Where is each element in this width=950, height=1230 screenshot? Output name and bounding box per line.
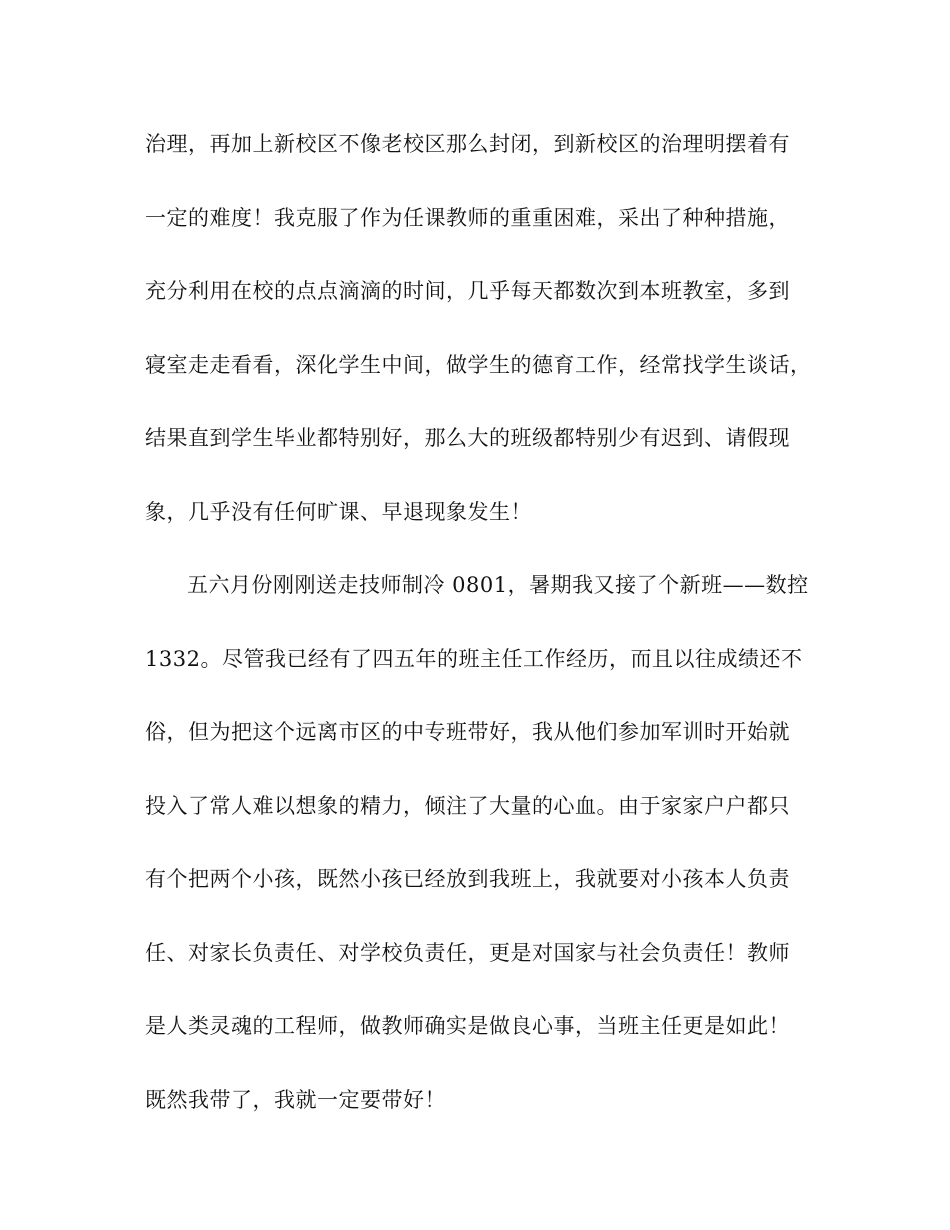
- text-line: 治理，再加上新校区不像老校区那么封闭，到新校区的治理明摆着有: [145, 132, 790, 156]
- text-line: 象，几乎没有任何旷课、早退现象发生！: [145, 499, 532, 524]
- body-text: [145, 118, 810, 1147]
- text-line: 1332。尽管我已经有了四五年的班主任工作经历，而且以往成绩还不: [145, 646, 803, 671]
- text-line: 投入了常人难以想象的精力，倾注了大量的心血。由于家家户户都只: [145, 793, 790, 818]
- text-line: 有个把两个小孩，既然小孩已经放到我班上，我就要对小孩本人负责: [145, 867, 790, 891]
- text-line: 结果直到学生毕业都特别好，那么大的班级都特别少有迟到、请假现: [145, 426, 790, 450]
- text-line: 俗，但为把这个远离市区的中专班带好，我从他们参加军训时开始就: [145, 720, 790, 744]
- text-line: 一定的难度！我克服了作为任课教师的重重困难，采出了种种措施，: [145, 205, 790, 230]
- text-line: 是人类灵魂的工程师，做教师确实是做良心事，当班主任更是如此！: [145, 1014, 790, 1038]
- paragraph-start-line: 五六月份刚刚送走技师制冷 0801，暑期我又接了个新班——数控: [187, 573, 809, 597]
- text-line: 充分利用在校的点点滴滴的时间，几乎每天都数次到本班教室，多到: [145, 279, 790, 303]
- text-line: 任、对家长负责任、对学校负责任，更是对国家与社会负责任！教师: [145, 940, 790, 965]
- text-line: 既然我带了，我就一定要带好！: [145, 1087, 446, 1112]
- text-line: 寝室走走看看，深化学生中间，做学生的德育工作，经常找学生谈话，: [145, 352, 812, 377]
